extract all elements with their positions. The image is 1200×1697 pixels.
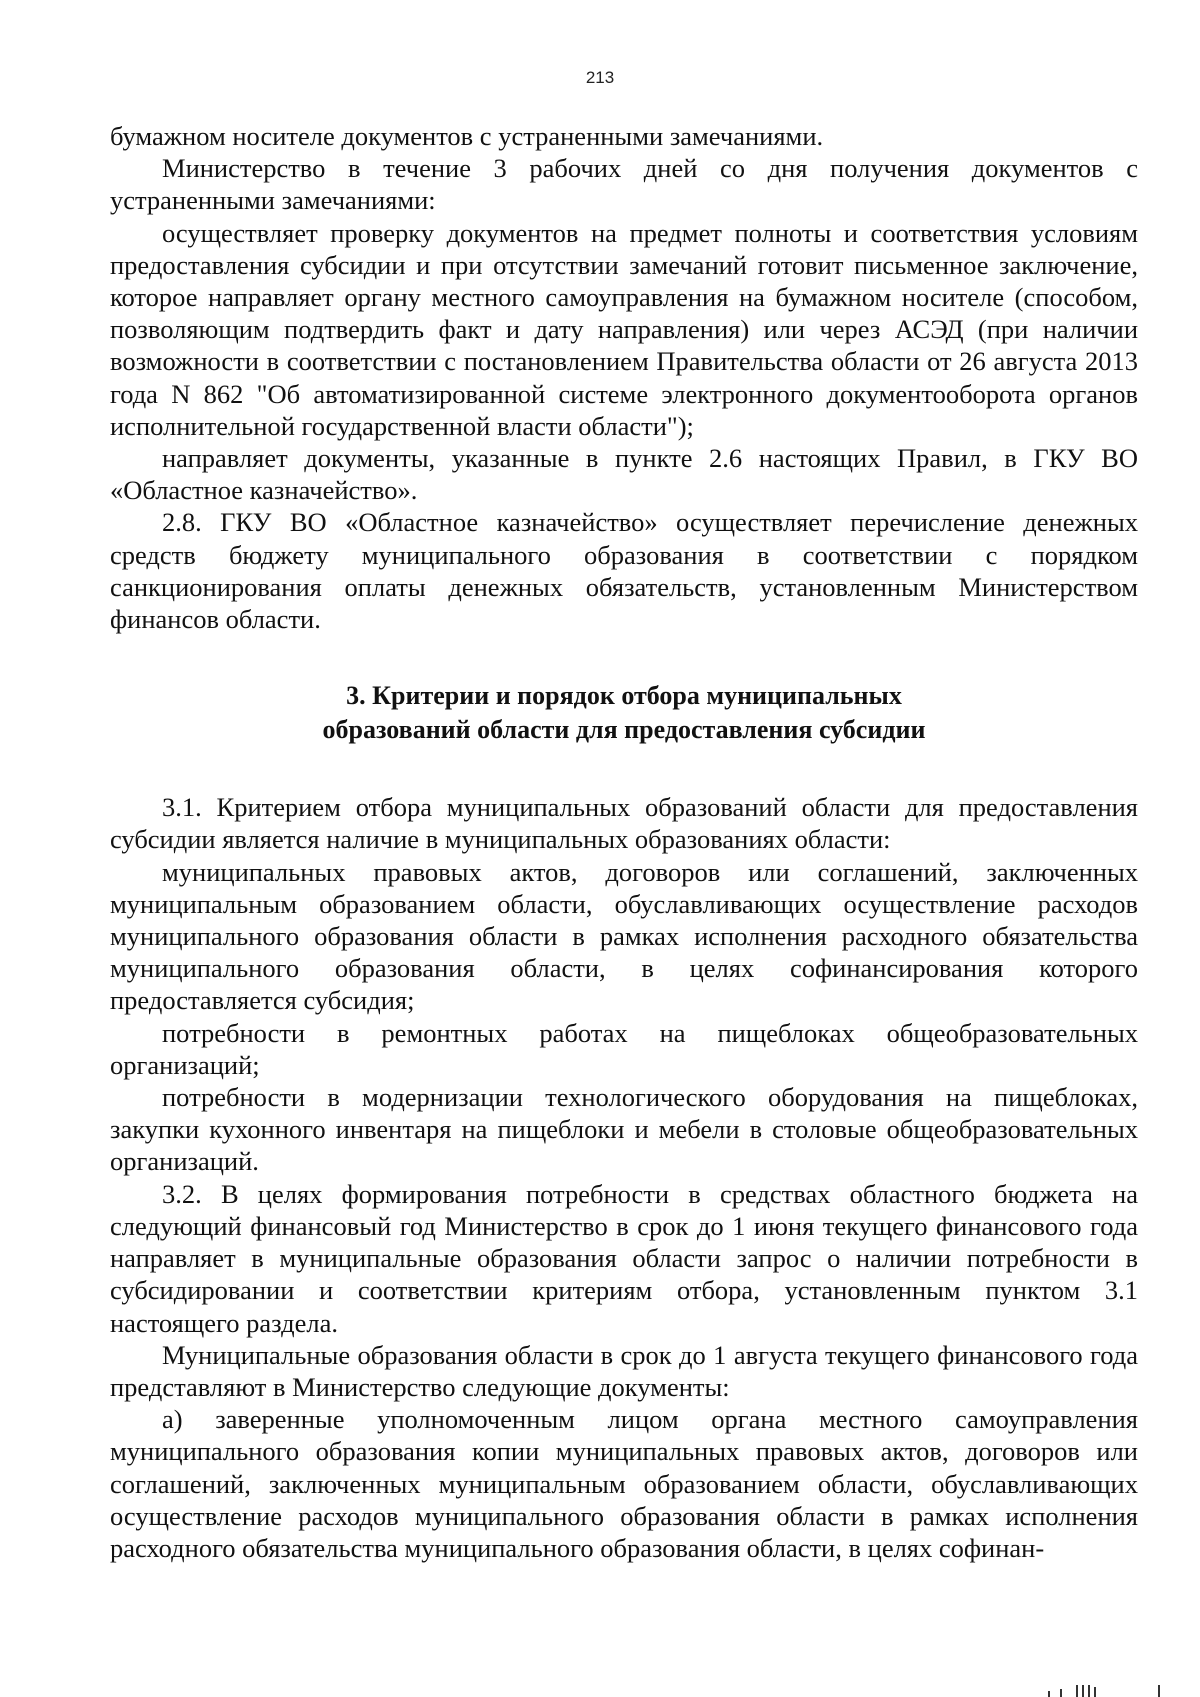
paragraph: бумажном носителе документов с устраненными замечаниями. <box>110 121 824 151</box>
document-body <box>110 120 1138 1564</box>
paragraph: 2.8. ГКУ ВО «Областное казначейство» осуществляет перечисление денежных средств бюджету муниципального образования в соответствии с порядком санкционирования оплаты денежных обязательств, установленным Министерством финансов области. <box>110 507 1138 635</box>
section-heading <box>110 679 1138 747</box>
paragraph: осуществляет проверку документов на предмет полноты и соответствия условиям предоставления субсидии и при отсутствии замечаний готовит письменное заключение, которое направляет органу местного самоуправления на бумажном носителе (способом, позволяющим подтвердить факт и дату направления) или через АСЭД (при наличии возможности в соответствии с постановлением Правительства области от 26 августа 2013 года N 862 "Об автоматизированной системе электронного документооборота органов исполнительной государственной власти области"); <box>110 217 1138 441</box>
paragraph: 3.1. Критерием отбора муниципальных образований области для предоставления субсидии является наличие в муниципальных образованиях области: <box>110 792 1138 855</box>
paragraph: потребности в модернизации технологического оборудования на пищеблоках, закупки кухонного инвентаря на пищеблоки и мебели в столовые общеобразовательных организаций. <box>110 1082 1138 1177</box>
page-number: 213 <box>585 68 615 87</box>
paragraph: муниципальных правовых актов, договоров или соглашений, заключенных муниципальным образованием области, обуславливающих осуществление расходов муниципального образования области в рамках исполнения расходного обязательства муниципального образования области, в целях софинансирования которого предоставляется субсидия; <box>110 856 1138 1016</box>
paragraph: направляет документы, указанные в пункте 2.6 настоящих Правил, в ГКУ ВО «Областное казначейство». <box>110 443 1138 506</box>
paragraph: 3.2. В целях формирования потребности в средствах областного бюджета на следующий финансовый год Министерство в срок до 1 июня текущего финансового года направляет в муниципальные образования области запрос о наличии потребности в субсидировании и соответствии критериям отбора, установленным пунктом 3.1 настоящего раздела. <box>110 1178 1138 1338</box>
section-heading-line: образований области для предоставления субсидии <box>322 715 926 745</box>
paragraph: а) заверенные уполномоченным лицом органа местного самоуправления муниципального образования копии муниципальных правовых актов, договоров или соглашений, заключенных муниципальным образованием области, обуславливающих осуществление расходов муниципального образования области в рамках исполнения расходного обязательства муниципального образования области, в целях софинан- <box>110 1404 1138 1563</box>
paragraph: Министерство в течение 3 рабочих дней со дня получения документов с устраненными замечаниями: <box>110 153 1138 216</box>
section-heading-line: 3. Критерии и порядок отбора муниципальных <box>346 681 902 711</box>
paragraph: потребности в ремонтных работах на пищеблоках общеобразовательных организаций; <box>110 1017 1138 1080</box>
scan-artifact-marks <box>1030 1683 1170 1697</box>
paragraph: Муниципальные образования области в срок до 1 августа текущего финансового года представляют в Министерство следующие документы: <box>110 1339 1138 1402</box>
